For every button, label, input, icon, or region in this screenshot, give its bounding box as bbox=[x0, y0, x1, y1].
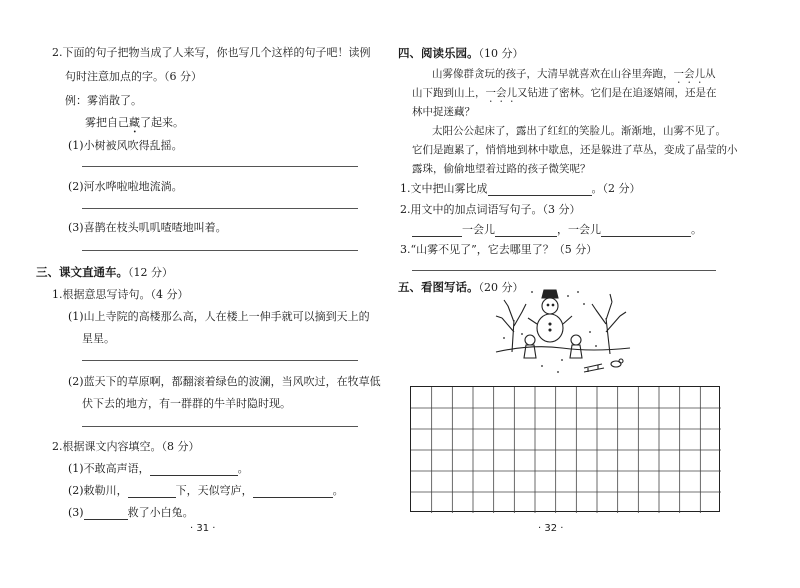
q2-item-2: (2)河水哗啦啦地流淌。 bbox=[68, 180, 183, 193]
s3-q1-item1-line1: (1)山上寺院的高楼那么高，人在楼上一伸手就可以摘到天上的 bbox=[68, 310, 370, 323]
s3-q2-title: 2.根据课文内容填空。（8 分） bbox=[52, 440, 200, 453]
answer-line[interactable] bbox=[82, 166, 358, 167]
s3-q1-item2-line1: (2)蓝天下的草原啊，都翻滚着绿色的波澜，当风吹过，在牧草低 bbox=[68, 375, 381, 388]
fill-blank-1: (1)不敢高声语， 。 bbox=[68, 462, 249, 475]
r-q3: 3.“山雾不见了”，它去哪里了？（5 分） bbox=[400, 243, 598, 256]
q2-title-line1: 2.下面的句子把物当成了人来写，你也写几个这样的句子吧！读例 bbox=[52, 46, 371, 59]
example-label: 例：雾消散了。 bbox=[65, 94, 142, 107]
blank-field[interactable] bbox=[84, 508, 128, 520]
page-number: · 31 · bbox=[190, 523, 216, 534]
answer-line[interactable] bbox=[82, 360, 358, 361]
section4-heading: 四、阅读乐园。（10 分） bbox=[398, 46, 524, 60]
section3-heading: 三、课文直通车。（12 分） bbox=[36, 265, 173, 279]
passage-p2-line2: 它们是跑累了，悄悄地到林中歇息，还是躲进了草丛，变成了晶莹的小 bbox=[412, 144, 738, 156]
blank-field[interactable] bbox=[253, 486, 333, 498]
s3-q1-item2-line2: 伏下去的地方，有一群群的牛羊时隐时现。 bbox=[82, 397, 291, 410]
blank-field[interactable] bbox=[128, 486, 176, 498]
page-number: · 32 · bbox=[538, 523, 564, 534]
answer-line[interactable] bbox=[82, 208, 358, 209]
s3-q1-title: 1.根据意思写诗句。（4 分） bbox=[52, 288, 189, 301]
r-q1: 1.文中把山雾比成 。（2 分） bbox=[400, 182, 641, 195]
passage-p1-line3: 林中捉迷藏？ bbox=[412, 106, 475, 118]
q2-item-3: (3)喜鹊在枝头叽叽喳喳地叫着。 bbox=[68, 221, 227, 234]
writing-grid-lines bbox=[411, 387, 721, 513]
answer-line[interactable] bbox=[82, 426, 358, 427]
fill-blank-3: (3) 救了小白兔。 bbox=[68, 506, 194, 519]
blank-field[interactable] bbox=[488, 184, 592, 196]
blank-field[interactable] bbox=[495, 225, 557, 237]
s3-q1-item1-line2: 星星。 bbox=[82, 332, 115, 345]
snow-scene-illustration bbox=[492, 282, 632, 380]
answer-line[interactable] bbox=[82, 250, 358, 251]
answer-line[interactable] bbox=[412, 270, 716, 271]
writing-grid[interactable] bbox=[410, 386, 720, 512]
q2-title-line2: 句时注意加点的字。（6 分） bbox=[65, 70, 202, 83]
left-page bbox=[0, 0, 395, 588]
passage-p1-line2: 山下跑到山上，一会儿又钻进了密林。它们是在追逐嬉闹，还是在 bbox=[412, 87, 717, 99]
blank-field[interactable] bbox=[601, 225, 691, 237]
passage-p2-line1: 太阳公公起床了，露出了红红的笑脸儿。渐渐地，山雾不见了。 bbox=[432, 125, 726, 137]
blank-field[interactable] bbox=[412, 225, 462, 237]
section5-heading: 五、看图写话。（20 分） bbox=[398, 280, 524, 294]
example-sentence: 雾把自己藏了起来。 bbox=[85, 116, 184, 129]
blank-field[interactable] bbox=[150, 464, 238, 476]
fill-blank-2: (2)敕勒川， 下，天似穹庐， 。 bbox=[68, 484, 344, 497]
passage-p1-line1: 山雾像群贪玩的孩子，大清早就喜欢在山谷里奔跑，一会儿从 bbox=[432, 68, 716, 80]
r-q2-title: 2.用文中的加点词语写句子。（3 分） bbox=[400, 203, 581, 216]
passage-p2-line3: 露珠，偷偷地望着过路的孩子微笑呢？ bbox=[412, 163, 591, 175]
r-q2-sentence: 一会儿 ，一会儿 。 bbox=[412, 223, 702, 237]
q2-item-1: (1)小树被风吹得乱摇。 bbox=[68, 139, 183, 152]
